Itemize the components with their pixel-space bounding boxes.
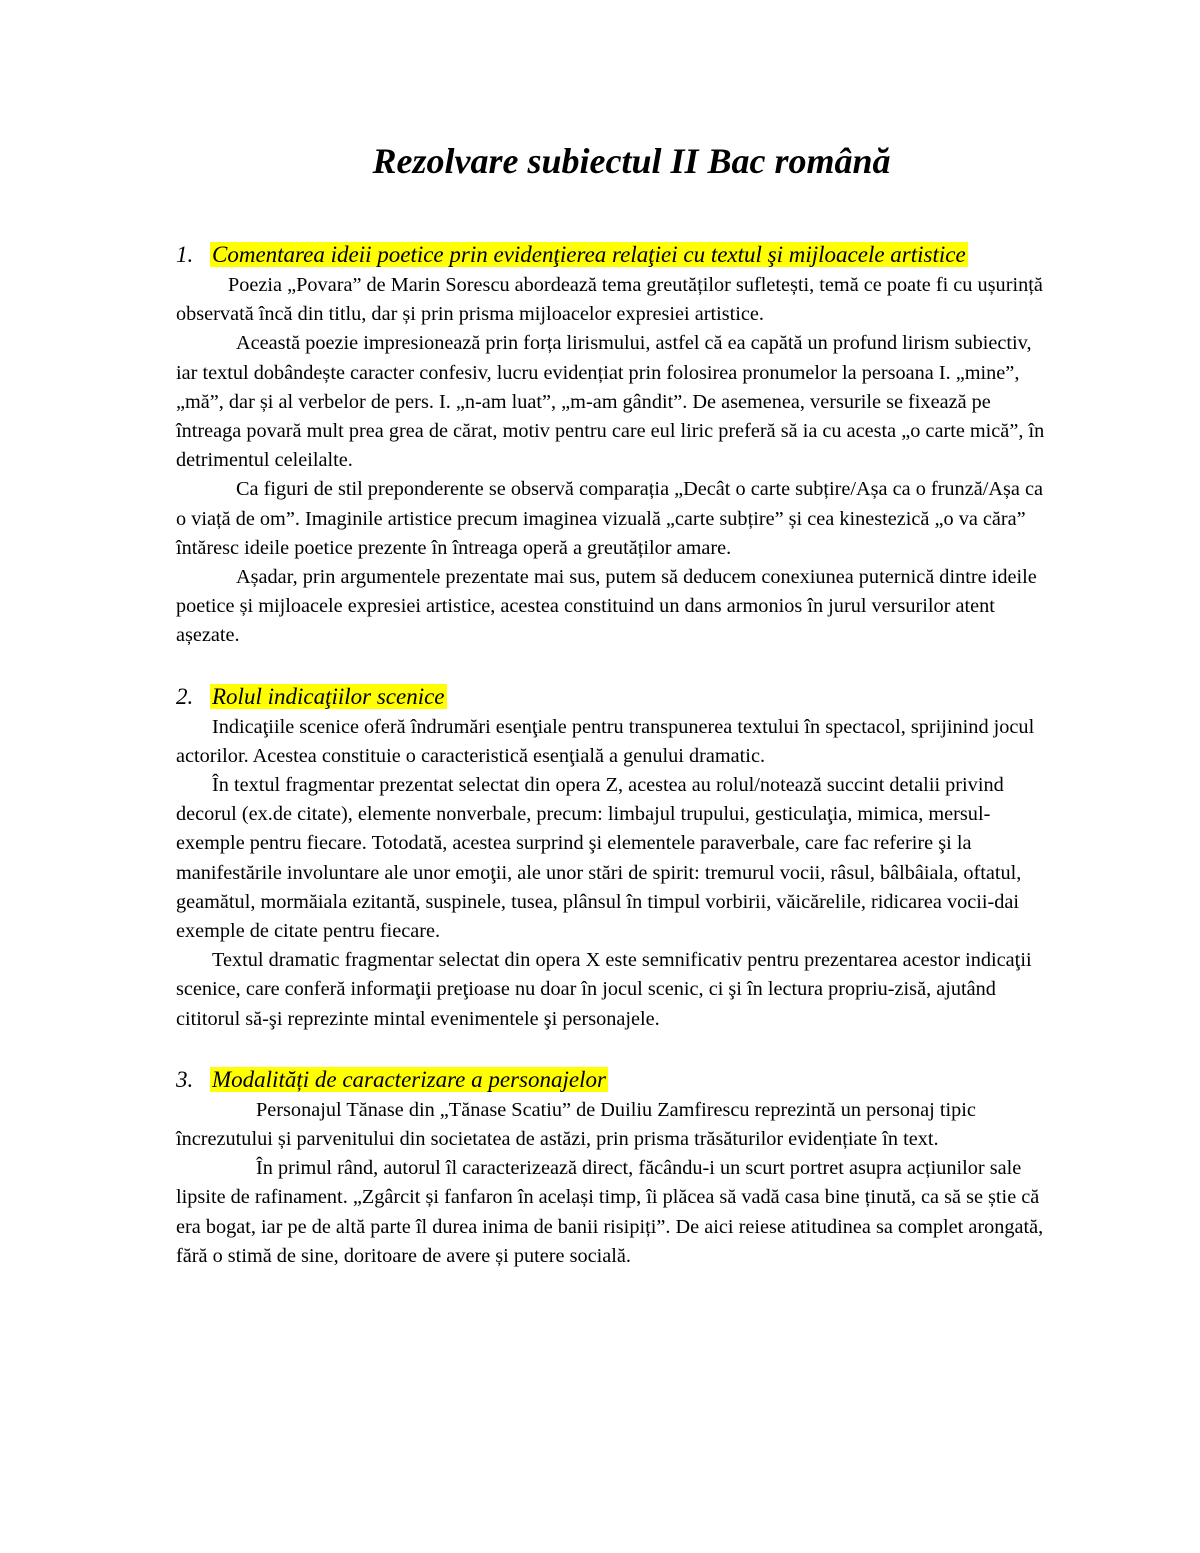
paragraph: Personajul Tănase din „Tănase Scatiu” de Duiliu Zamfirescu reprezintă un personaj tipic încrezutului și parvenitului din societatea de astăzi, prin prisma trăsăturilor evidențiate în text. <box>176 1098 976 1151</box>
section-1 <box>176 238 1056 651</box>
section-number: 3. <box>176 1066 194 1092</box>
paragraph: Indicaţiile scenice oferă îndrumări esenţiale pentru transpunerea textului în spectacol, sprijinind jocul actorilor. Acestea constituie o caracteristică esenţială a genului dramatic. <box>176 715 1035 767</box>
section-3 <box>176 1063 1056 1271</box>
section-heading <box>176 680 1056 713</box>
document-body <box>176 238 1056 1271</box>
section-2 <box>176 680 1056 1034</box>
section-heading <box>176 1063 1056 1096</box>
paragraph: În textul fragmentar prezentat selectat din opera Z, acestea au rolul/notează succint detalii privind decorul (ex.de citate), elemente nonverbale, precum: limbajul trupului, gesticulaţia, mimica, mersul-exemple pentru fiecare. Totodată, acestea surprind şi elementele paraverbale, care fac referire şi la manifestările involuntare ale unor emoţii, ale unor stări de spirit: tremurul vocii, râsul, bâlbâiala, oftatul, geamătul, mormăiala ezitantă, suspinele, tusea, plânsul în timpul vorbirii, văicărelile, ridicarea vocii-dai exemple de citate pentru fiecare. <box>176 774 1022 943</box>
section-heading-text: Comentarea ideii poetice prin evidenţierea relaţiei cu textul şi mijloacele artistice <box>212 242 966 267</box>
section-heading-text: Rolul indicaţiilor scenice <box>212 683 445 709</box>
paragraph: În primul rând, autorul îl caracterizează direct, făcându-i un scurt portret asupra acțiunilor sale lipsite de rafinament. „Zgârcit și fanfaron în același timp, îi plăcea să vadă casa bine ținută, ca să se știe că era bogat, iar pe de altă parte îl durea inima de banii risipiți”. De aici reiese atitudinea sa complet arongată, fără o stimă de sine, doritoare de avere și putere socială. <box>176 1157 1044 1267</box>
paragraph: Această poezie impresionează prin forța lirismului, astfel că ea capătă un profund lirism subiectiv, iar textul dobândește caracter confesiv, lucru evidențiat prin folosirea pronumelor la persoana I. „mine”, „mă”, dar și al verbelor de pers. I. „n-am luat”, „m-am gândit”. De asemenea, versurile se fixează pe întreaga povară mult prea grea de cărat, motiv pentru care eul liric preferă să ia cu acesta „o carte mică”, în detrimentul celeilalte. <box>176 332 1045 472</box>
section-number: 1. <box>176 242 194 267</box>
section-heading <box>176 238 1056 271</box>
paragraph: Poezia „Povara” de Marin Sorescu abordează tema greutăților sufletești, temă ce poate fi cu ușurință observată încă din titlu, dar și prin prisma mijloacelor expresiei artistice. <box>176 274 1043 326</box>
paragraph: Ca figuri de stil preponderente se observă comparația „Decât o carte subțire/Așa ca o frunză/Așa ca o viață de om”. Imaginile artistice precum imaginea vizuală „carte subțire” și cea kinestezică „o va căra” întăresc ideile poetice prezente în întreaga operă a greutăților amare. <box>176 478 1043 559</box>
section-heading-text: Modalități de caracterizare a personajelor <box>212 1066 606 1092</box>
paragraph: Așadar, prin argumentele prezentate mai sus, putem să deducem conexiunea puternică dintre ideile poetice și mijloacele expresiei artistice, acestea constituind un dans armonios în jurul versurilor atent așezate. <box>176 566 1037 647</box>
paragraph: Textul dramatic fragmentar selectat din opera X este semnificativ pentru prezentarea acestor indicaţii scenice, care conferă informaţii preţioase nu doar în jocul scenic, ci şi în lectura propriu-zisă, ajutând cititorul să-şi reprezinte mintal evenimentele şi personajele. <box>176 949 1032 1030</box>
section-number: 2. <box>176 683 194 709</box>
document-title: Rezolvare subiectul II Bac română <box>372 141 891 181</box>
